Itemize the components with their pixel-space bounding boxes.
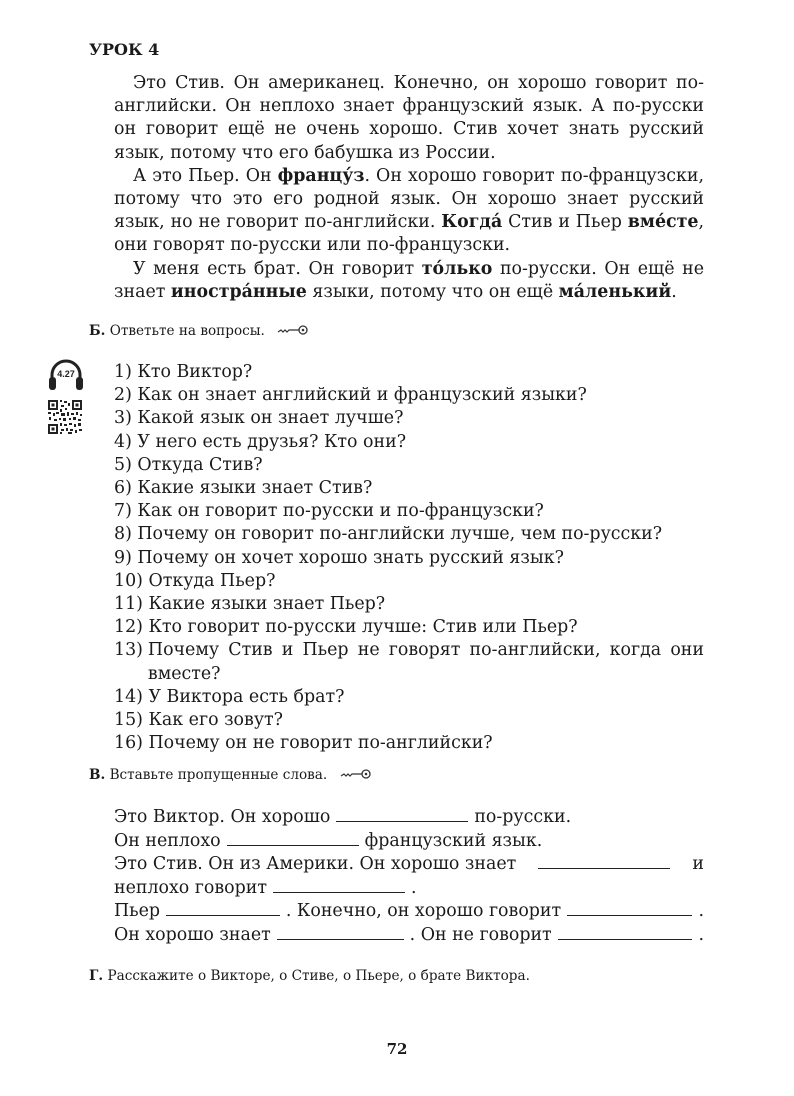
question-item: 9) Почему он хочет хорошо знать русский язык? — [114, 547, 564, 568]
question-item: 1) Кто Виктор? — [114, 362, 253, 382]
question-item — [114, 639, 704, 685]
text: А это Пьер. Он — [133, 165, 278, 186]
bold-word: ма́ленький — [558, 281, 672, 302]
fill-in-exercise — [114, 806, 704, 948]
bold-word: вме́сте — [627, 212, 699, 233]
task-instruction: Расскажите о Викторе, о Стиве, о Пьере, о брате Виктора. — [107, 968, 530, 984]
task-g-heading — [89, 968, 530, 984]
task-instruction: Вставьте пропущенные слова. — [109, 767, 328, 783]
task-letter: В. — [89, 767, 106, 783]
text: Пьер — [114, 901, 161, 922]
audio-track-label: 4.27 — [57, 369, 75, 379]
question-item: 3) Какой язык он знает лучше? — [114, 408, 404, 429]
text: Это Виктор. Он хорошо — [114, 807, 331, 827]
task-v-heading — [89, 767, 372, 784]
headphones-icon[interactable] — [46, 357, 86, 397]
lesson-header: УРОК 4 — [89, 40, 160, 59]
question-item: 14) У Виктора есть брат? — [114, 686, 345, 707]
qr-code[interactable] — [47, 399, 83, 439]
paragraph-pierre — [114, 165, 704, 258]
text: Он неплохо — [114, 830, 221, 851]
blank-field[interactable] — [227, 844, 359, 846]
blank-field[interactable] — [277, 938, 404, 940]
question-number: 13) — [114, 640, 143, 661]
fill-line — [114, 806, 704, 830]
text: Это Стив. Он из Америки. Он хорошо знает — [114, 854, 517, 875]
text: неплохо говорит — [114, 877, 267, 898]
blank-field[interactable] — [558, 938, 693, 940]
bold-word: францу́з — [277, 165, 365, 186]
bold-word: иностра́нные — [170, 281, 307, 302]
text: языки, потому что он ещё — [306, 281, 559, 302]
questions-list — [114, 361, 704, 755]
text: . Он не говорит — [409, 924, 552, 945]
text: Он хорошо знает — [114, 924, 271, 945]
fill-line — [114, 853, 704, 877]
text: . — [698, 901, 704, 922]
key-icon — [277, 324, 309, 340]
text: У меня есть брат. Он говорит — [133, 258, 422, 279]
fill-line — [114, 830, 704, 854]
reading-text — [114, 72, 704, 304]
task-letter: Б. — [89, 323, 106, 339]
blank-field[interactable] — [567, 914, 692, 916]
bold-word: Когда́ — [441, 212, 503, 233]
text: . Конечно, он хорошо говорит — [285, 901, 562, 922]
question-item: 16) Почему он не говорит по-английски? — [114, 733, 493, 754]
fill-line — [114, 900, 704, 924]
text: . — [698, 924, 704, 945]
text: . Он хорошо говорит по-французски, потому что это его родной язык. Он хорошо знает русский язык, но не говорит по-английски. — [114, 165, 704, 233]
question-item: 5) Откуда Стив? — [114, 454, 263, 475]
text: французский язык. — [364, 830, 543, 851]
blank-field[interactable] — [166, 914, 280, 916]
blank-field[interactable] — [538, 867, 670, 869]
fill-line — [114, 924, 704, 948]
paragraph-brother — [114, 258, 704, 304]
text: Стив и Пьер — [502, 212, 628, 233]
page-number: 72 — [386, 1040, 408, 1058]
blank-field[interactable] — [273, 891, 405, 893]
paragraph-steve: Это Стив. Он американец. Конечно, он хорошо говорит по-английски. Он неплохо знает французский язык. А по-русски он говорит ещё не очень хорошо. Стив хочет знать русский язык, потому что его бабушка из России. — [114, 73, 704, 163]
fill-line — [114, 877, 704, 901]
blank-field[interactable] — [336, 820, 468, 822]
task-letter: Г. — [89, 968, 104, 984]
text: . — [671, 281, 677, 302]
question-item: 10) Откуда Пьер? — [114, 570, 276, 591]
key-icon — [340, 768, 372, 784]
question-item: 2) Как он знает английский и французский языки? — [114, 385, 587, 406]
question-item: 12) Кто говорит по-русски лучше: Стив или Пьер? — [114, 617, 578, 638]
question-item: 11) Какие языки знает Пьер? — [114, 594, 386, 615]
question-item: 7) Как он говорит по-русски и по-французски? — [114, 501, 544, 522]
task-b-heading — [89, 323, 309, 340]
text: и — [692, 854, 704, 875]
text: по-русски. Он ещё не знает — [114, 258, 704, 302]
bold-word: то́лько — [421, 258, 493, 279]
text: по-русски. — [474, 807, 572, 827]
text: . — [410, 877, 417, 898]
question-text: Почему Стив и Пьер не говорят по-английски, когда они вместе? — [147, 640, 704, 684]
text: , они говорят по-русски или по-французски. — [114, 212, 704, 256]
task-instruction: Ответьте на вопросы. — [109, 323, 265, 339]
question-item: 6) Какие языки знает Стив? — [114, 478, 373, 499]
question-item: 15) Как его зовут? — [114, 710, 283, 731]
question-item: 8) Почему он говорит по-английски лучше, чем по-русски? — [114, 524, 663, 545]
question-item: 4) У него есть друзья? Кто они? — [114, 431, 407, 452]
